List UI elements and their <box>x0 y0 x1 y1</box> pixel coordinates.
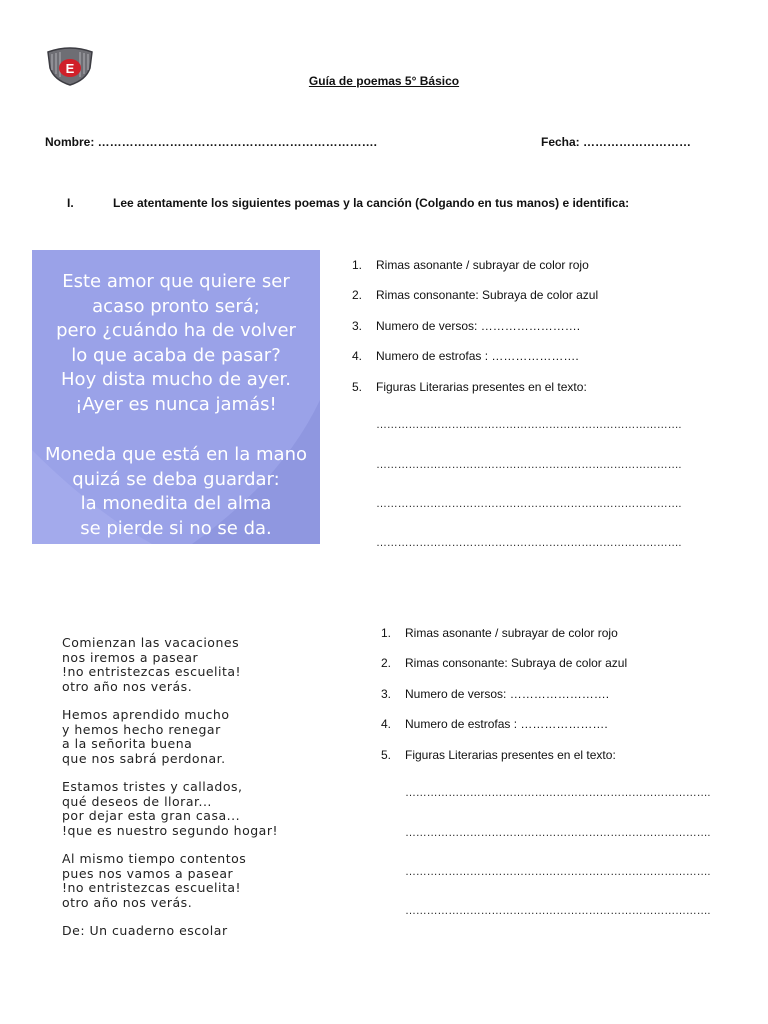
answer-line[interactable]: …………………………………………………………………………. <box>376 498 682 510</box>
poem1-verse: Moneda que está en la mano <box>44 444 308 465</box>
question-text: Rimas asonante / subrayar de color rojo <box>405 626 618 640</box>
question-number: 5. <box>352 380 363 394</box>
poem1-verse: quizá se deba guardar: <box>72 468 280 490</box>
question-number: 2. <box>352 288 363 302</box>
question-item <box>352 258 589 272</box>
answer-line[interactable]: …………………………………………………………………………. <box>405 866 711 878</box>
page-title: Guía de poemas 5° Básico <box>308 74 460 88</box>
question-text: Rimas consonante: Subraya de color azul <box>405 656 628 670</box>
poem2-verse: por dejar esta gran casa... <box>62 808 241 823</box>
poem2-verse: Al mismo tiempo contentos <box>62 851 247 866</box>
answer-line[interactable]: …………………………………………………………………………. <box>376 459 682 471</box>
answer-line[interactable]: …………………………………………………………………………. <box>405 905 711 917</box>
question-item <box>352 349 579 363</box>
instruction-number: I. <box>67 196 74 210</box>
question-text: Rimas asonante / subrayar de color rojo <box>376 258 589 272</box>
poem1-verse: Hoy dista mucho de ayer. <box>61 369 291 390</box>
question-text: Numero de estrofas : …………………. <box>405 717 608 731</box>
questions2-list <box>381 626 761 926</box>
question-text: Numero de versos: ……………………. <box>405 687 610 701</box>
poem2-verse: Hemos aprendido mucho <box>62 707 230 722</box>
poem1-stanza-2 <box>32 443 320 541</box>
poem2-verse: Estamos tristes y callados, <box>62 779 243 794</box>
fecha-field[interactable]: Fecha: ……………………… <box>541 135 692 149</box>
question-number: 4. <box>381 717 392 731</box>
question-number: 1. <box>352 258 363 272</box>
poem1-image <box>32 250 320 544</box>
poem1-verse: pero ¿cuándo ha de volver <box>56 320 296 341</box>
question-text: Figuras Literarias presentes en el texto: <box>376 380 587 394</box>
question-item <box>352 288 598 302</box>
question-item <box>381 748 616 762</box>
poem2-verse: !no entristezcas escuelita! <box>62 664 242 679</box>
poem1-stanza-1 <box>32 270 320 417</box>
answer-line[interactable]: …………………………………………………………………………. <box>376 537 682 549</box>
poem2-stanza-3 <box>62 780 278 838</box>
question-item <box>381 717 608 731</box>
question-number: 3. <box>381 687 392 701</box>
nombre-field[interactable]: Nombre: ……………………………………………………………. <box>45 135 378 149</box>
question-number: 1. <box>381 626 392 640</box>
poem2-verse: que nos sabrá perdonar. <box>62 750 226 766</box>
poem2-verse: otro año nos verás. <box>62 678 193 694</box>
poem1-verse: ¡Ayer es nunca jamás! <box>75 393 277 415</box>
poem2-verse: a la señorita buena <box>62 736 193 751</box>
poem2-verse: Comienzan las vacaciones <box>62 635 240 650</box>
question-text: Figuras Literarias presentes en el texto: <box>405 748 616 762</box>
question-number: 3. <box>352 319 363 333</box>
poem2-stanza-2 <box>62 708 278 766</box>
question-number: 5. <box>381 748 392 762</box>
poem1-verse: acaso pronto será; <box>92 295 260 317</box>
question-item <box>352 380 587 394</box>
poem2-verse: nos iremos a pasear <box>62 649 199 665</box>
poem2-verse: otro año nos verás. <box>62 894 193 910</box>
question-text: Rimas consonante: Subraya de color azul <box>376 288 599 302</box>
question-item <box>381 656 627 670</box>
poem2-text <box>62 636 278 939</box>
poem1-verse: lo que acaba de pasar? <box>71 344 281 366</box>
poem2-verse: De: Un cuaderno escolar <box>62 923 228 938</box>
question-number: 4. <box>352 349 363 363</box>
poem1-verse: se pierde si no se da. <box>80 517 272 539</box>
poem1-verse: la monedita del alma <box>80 493 272 514</box>
poem2-verse: qué deseos de llorar... <box>62 793 212 809</box>
logo-letter: E <box>65 61 75 76</box>
answer-line[interactable]: …………………………………………………………………………. <box>376 419 682 431</box>
poem2-verse: !que es nuestro segundo hogar! <box>62 822 278 838</box>
answer-line[interactable]: …………………………………………………………………………. <box>405 827 711 839</box>
questions1-list <box>352 258 752 558</box>
question-item <box>381 687 609 701</box>
poem2-verse: pues nos vamos a pasear <box>62 865 234 881</box>
poem2-verse: y hemos hecho renegar <box>62 721 221 737</box>
poem2-source <box>62 924 278 939</box>
question-item <box>352 319 580 333</box>
answer-line[interactable]: …………………………………………………………………………. <box>405 787 711 799</box>
poem2-stanza-4 <box>62 852 278 910</box>
poem1-verse: Este amor que quiere ser <box>62 271 290 292</box>
poem2-stanza-1 <box>62 636 278 694</box>
question-text: Numero de versos: ……………………. <box>376 319 581 333</box>
question-number: 2. <box>381 656 392 670</box>
instruction-text: Lee atentamente los siguientes poemas y la canción (Colgando en tus manos) e identifica: <box>113 196 630 210</box>
question-text: Numero de estrofas : …………………. <box>376 349 579 363</box>
question-item <box>381 626 618 640</box>
poem2-verse: !no entristezcas escuelita! <box>62 880 242 895</box>
